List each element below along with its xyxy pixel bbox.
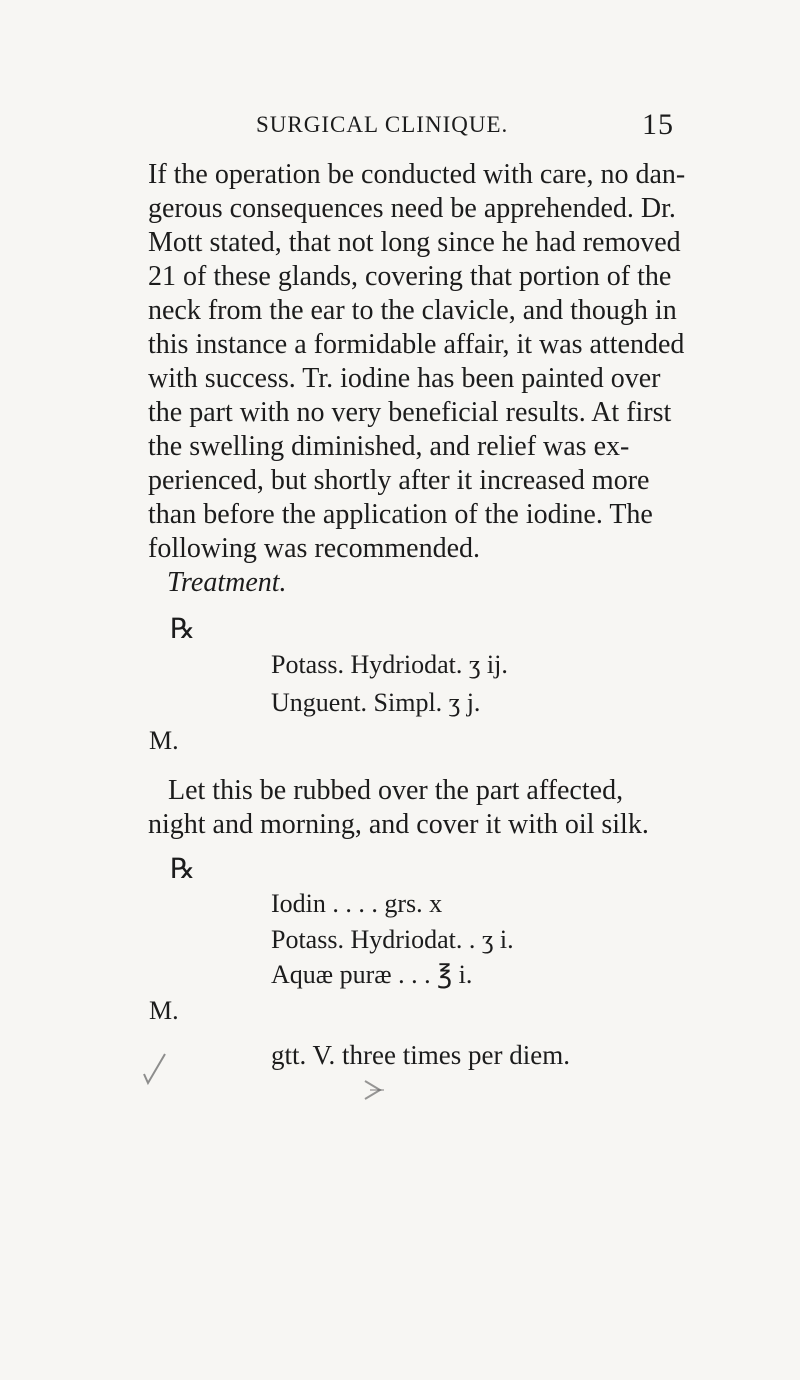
prescription-item: Iodin . . . . grs. x <box>271 889 443 918</box>
text-line: this instance a formidable affair, it was attended <box>148 329 685 360</box>
misce-label: M. <box>149 996 179 1025</box>
text-line: neck from the ear to the clavicle, and though in <box>148 295 677 326</box>
text-line: night and morning, and cover it with oil silk. <box>148 809 649 840</box>
treatment-heading: Treatment. <box>167 567 287 598</box>
page-number: 15 <box>642 108 674 141</box>
text-line: If the operation be conducted with care, no dan- <box>148 159 686 190</box>
text-line: Mott stated, that not long since he had removed <box>148 227 681 258</box>
text-line: the part with no very beneficial results. At first <box>148 397 672 428</box>
text-line: with success. Tr. iodine has been painted over <box>148 363 661 394</box>
prescription-item: Potass. Hydriodat. . ʒ i. <box>271 925 514 954</box>
prescription-item: Aquæ puræ . . . ℥ i. <box>271 960 473 989</box>
recipe-symbol: ℞ <box>170 614 196 645</box>
recipe-symbol: ℞ <box>170 854 196 885</box>
pencil-arrow-icon <box>362 1078 388 1102</box>
text-line: the swelling diminished, and relief was ex- <box>148 431 630 462</box>
running-title: SURGICAL CLINIQUE. <box>256 112 509 137</box>
pencil-mark-icon <box>138 1050 168 1086</box>
dosage-directions: gtt. V. three times per diem. <box>271 1040 570 1070</box>
misce-label: M. <box>149 726 179 755</box>
prescription-item: Unguent. Simpl. ʒ j. <box>271 688 481 717</box>
text-line: gerous consequences need be apprehended. Dr. <box>148 193 676 224</box>
prescription-item: Potass. Hydriodat. ʒ ij. <box>271 650 508 679</box>
text-line: following was recommended. <box>148 533 481 564</box>
text-line: Let this be rubbed over the part affected, <box>168 775 624 806</box>
text-line: 21 of these glands, covering that portion of the <box>148 261 672 292</box>
text-line: perienced, but shortly after it increased more <box>148 465 650 496</box>
text-line: than before the application of the iodine. The <box>148 499 653 530</box>
